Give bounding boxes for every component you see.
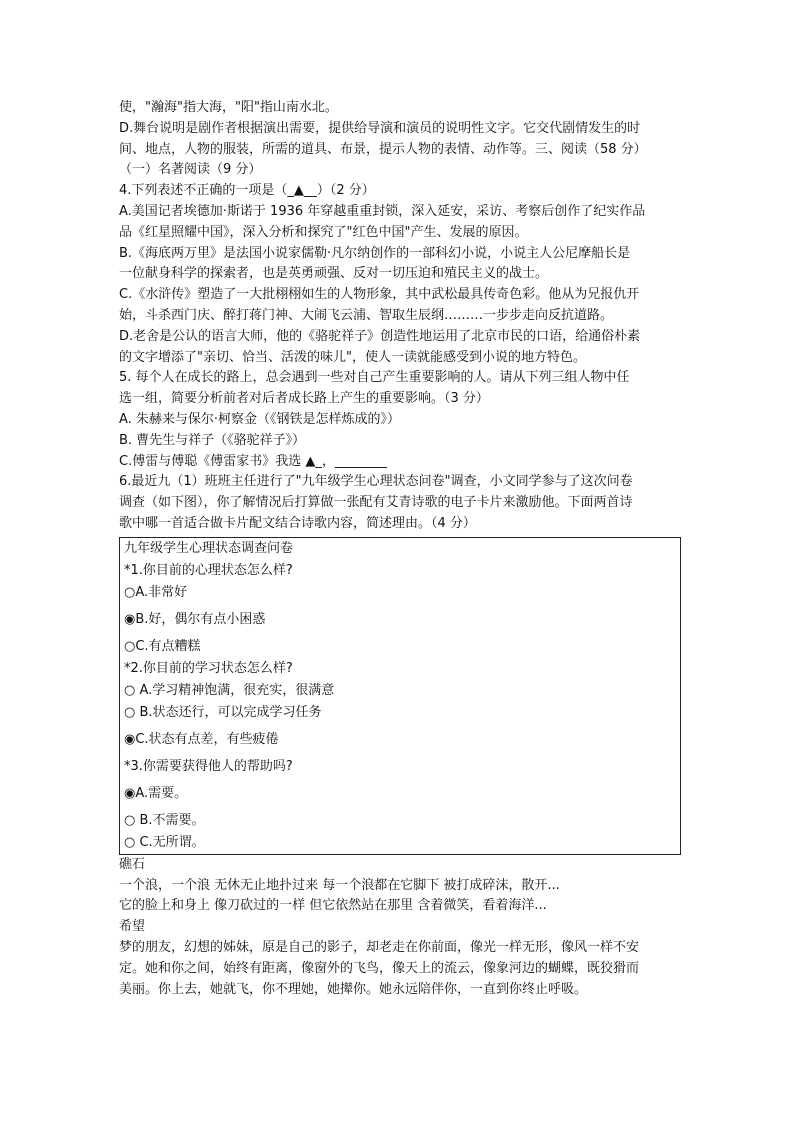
question-text [119, 98, 681, 535]
text-line: 使，"瀚海"指大海，"阳"指山南水北。 [119, 100, 338, 115]
choice-b: B. 曹先生与祥子（《骆驼祥子》） [119, 432, 306, 448]
survey-option: ○C.有点糟糕 [124, 638, 201, 654]
option-d-line: D.老舍是公认的语言大师，他的《骆驼祥子》创造性地运用了北京市民的口语，给通俗朴素 [119, 328, 641, 344]
survey-title: 九年级学生心理状态调查问卷 [124, 540, 294, 556]
option-a-line: 品《红星照耀中国》，深入分析和探究了"红色中国"产生、发展的原因。 [119, 224, 528, 240]
poem-title: 希望 [119, 919, 146, 935]
exam-page [119, 98, 681, 1000]
question-4-stem: 4.下列表述不正确的一项是（_▲__）（2 分） [119, 183, 375, 199]
survey-option-selected: ◉A.需要。 [124, 785, 188, 801]
poem-line: 梦的朋友，幻想的姊妹，原是自己的影子，却老走在你前面，像光一样无形，像风一样不安 [119, 939, 640, 955]
poem-line: 一个浪，一个浪 无休无止地扑过来 每一个浪都在它脚下 被打成碎沫，散开... [119, 877, 560, 893]
survey-option-selected: ◉B.好，偶尔有点小困惑 [124, 611, 266, 627]
option-b-line: 一位献身科学的探索者，也是英勇顽强、反对一切压迫和殖民主义的战士。 [119, 266, 549, 282]
question-5-stem: 选一组，简要分析前者对后者成长路上产生的重要影响。（3 分） [119, 391, 489, 407]
text-line: 间、地点，人物的服装，所需的道具、布景，提示人物的表情、动作等。三、阅读（58 分） [119, 141, 647, 157]
section-heading: （一）名著阅读（9 分） [119, 162, 262, 178]
survey-option: ○ B.状态还行，可以完成学习任务 [124, 704, 322, 720]
option-d-line: 的文字增添了"亲切、恰当、活泼的味儿"，使人一读就能感受到小说的地方特色。 [119, 349, 586, 365]
survey-option: ○ A.学习精神饱满，很充实，很满意 [124, 682, 335, 698]
survey-option: ○ C.无所谓。 [124, 834, 205, 850]
text-line: D.舞台说明是剧作者根据演出需要，提供给导演和演员的说明性文字。它交代剧情发生的时 [119, 120, 641, 136]
question-6-stem: 歌中哪一首适合做卡片配文结合诗歌内容，简述理由。（4 分） [119, 515, 476, 531]
option-a-line: A.美国记者埃德加·斯诺于 1936 年穿越重重封锁，深入延安，采访、考察后创作了纪实作品 [119, 203, 646, 219]
survey-option: ○ B.不需要。 [124, 812, 205, 828]
choice-c-answer-line: C.傅雷与傅聪《傅雷家书》我选 ▲_，________ [119, 453, 387, 469]
survey-question: *2.你目前的学习状态怎么样? [124, 660, 293, 676]
poem-line: 定。她和你之间，始终有距离，像窗外的飞鸟，像天上的流云，像象河边的蝴蝶，既狡猾而 [119, 960, 640, 976]
option-c-line: 始，斗杀西门庆、醉打蒋门神、大闹飞云浦、智取生辰纲………一步步走向反抗道路。 [119, 307, 614, 323]
survey-box [119, 537, 681, 855]
poem-line: 美丽。你上去，她就飞，你不理她，她撵你。她永远陪伴你，一直到你终止呼吸。 [119, 981, 588, 997]
poem-title: 礁石 [119, 856, 146, 872]
poems [119, 855, 681, 1001]
poem-line: 它的脸上和身上 像刀砍过的一样 但它依然站在那里 含着微笑，看着海洋... [119, 898, 547, 914]
question-6-stem: 6.最近九（1）班班主任进行了"九年级学生心理状态问卷"调查，小文同学参与了这次问卷 [119, 474, 633, 490]
question-5-stem: 5. 每个人在成长的路上，总会遇到一些对自己产生重要影响的人。请从下列三组人物中任 [119, 370, 630, 386]
survey-option: ○A.非常好 [124, 584, 188, 600]
survey-question: *3.你需要获得他人的帮助吗? [124, 758, 293, 774]
survey-option-selected: ◉C.状态有点差，有些疲倦 [124, 731, 279, 747]
choice-a: A. 朱赫来与保尔·柯察金（《钢铁是怎样炼成的》） [119, 411, 401, 427]
option-b-line: B.《海底两万里》是法国小说家儒勒·凡尔纳创作的一部科幻小说，小说主人公尼摩船长是 [119, 245, 631, 261]
survey-question: *1.你目前的心理状态怎么样? [124, 562, 293, 578]
option-c-line: C.《水浒传》塑造了一大批栩栩如生的人物形象，其中武松最具传奇色彩。他从为兄报仇开 [119, 287, 640, 303]
question-6-stem: 调查（如下图），你了解情况后打算做一张配有艾青诗歌的电子卡片来激励他。下面两首诗 [119, 495, 633, 511]
